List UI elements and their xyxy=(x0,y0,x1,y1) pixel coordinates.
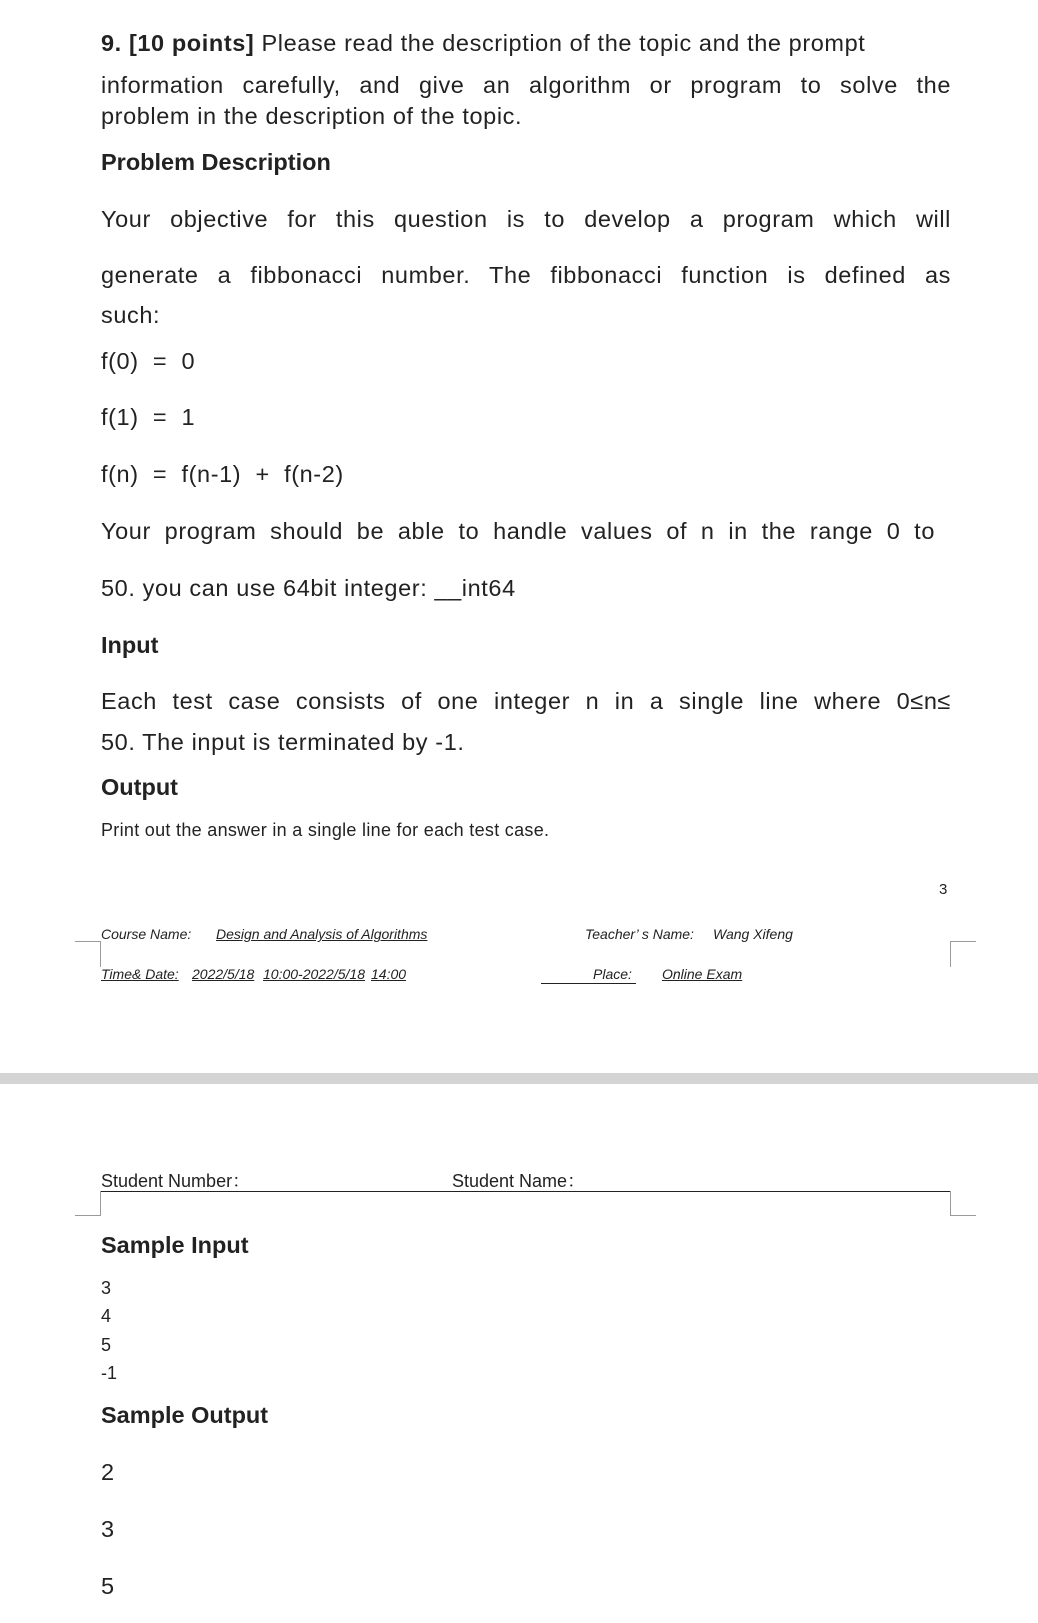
footer-right-corner-mark xyxy=(950,941,976,967)
place-underline xyxy=(541,983,636,984)
page-number: 3 xyxy=(939,881,948,898)
student-number-label: Student Number： xyxy=(101,1171,251,1191)
course-name-label: Course Name: xyxy=(101,926,192,942)
sample-output-heading: Sample Output xyxy=(101,1402,269,1428)
time-date-end: 14:00 xyxy=(371,966,407,982)
page-break-bar xyxy=(0,1073,1038,1084)
problem-para1-line2: generate a fibbonacci number. The fibbonacci function is defined as xyxy=(101,262,951,288)
question-intro-text: Please read the description of the topic and the prompt xyxy=(261,30,866,56)
input-heading: Input xyxy=(101,632,159,658)
header-right-corner-mark xyxy=(950,1191,976,1216)
header-underline xyxy=(101,1191,950,1192)
sample-input-line: 3 xyxy=(101,1278,112,1298)
sample-output-line: 5 xyxy=(101,1573,115,1599)
teacher-name-value: Wang Xifeng xyxy=(713,926,793,942)
course-name-value: Design and Analysis of Algorithms xyxy=(216,926,428,942)
problem-para1-line3: such: xyxy=(101,302,161,328)
sample-input-heading: Sample Input xyxy=(101,1232,249,1258)
formula-f0: f(0) = 0 xyxy=(101,348,196,374)
formula-f1: f(1) = 1 xyxy=(101,404,196,430)
sample-output-line: 2 xyxy=(101,1459,115,1485)
formula-fn: f(n) = f(n-1) + f(n-2) xyxy=(101,461,344,487)
place-value: Online Exam xyxy=(662,966,743,982)
student-name-label: Student Name： xyxy=(452,1171,586,1191)
place-label: Place: xyxy=(593,966,632,982)
sample-input-line: -1 xyxy=(101,1363,118,1383)
question-intro-line-3: problem in the description of the topic. xyxy=(101,103,523,129)
input-line2: 50. The input is terminated by -1. xyxy=(101,729,465,755)
output-line1: Print out the answer in a single line for each test case. xyxy=(101,820,550,840)
question-intro-line-1 xyxy=(101,30,865,57)
problem-heading: Problem Description xyxy=(101,149,331,175)
footer-left-corner-mark xyxy=(75,941,101,967)
problem-para1-line1: Your objective for this question is to develop a program which will xyxy=(101,206,951,232)
teacher-name-label: Teacher’ s Name: xyxy=(585,926,694,942)
problem-para2-line1: Your program should be able to handle values of n in the range 0 to xyxy=(101,518,935,544)
sample-input-line: 4 xyxy=(101,1306,112,1326)
input-line1: Each test case consists of one integer n in a single line where 0≤n≤ xyxy=(101,688,951,714)
time-date-label: Time& Date: xyxy=(101,966,179,982)
time-date-range: 10:00-2022/5/18 xyxy=(263,966,365,982)
question-intro-line-2: information carefully, and give an algorithm or program to solve the xyxy=(101,72,951,98)
question-number: 9. xyxy=(101,30,122,56)
time-date-start: 2022/5/18 xyxy=(192,966,255,982)
sample-input-line: 5 xyxy=(101,1335,112,1355)
header-left-corner-mark xyxy=(75,1191,101,1216)
output-heading: Output xyxy=(101,774,178,800)
question-points: [10 points] xyxy=(128,30,255,56)
problem-para2-line2: 50. you can use 64bit integer: __int64 xyxy=(101,575,516,601)
sample-output-line: 3 xyxy=(101,1516,115,1542)
